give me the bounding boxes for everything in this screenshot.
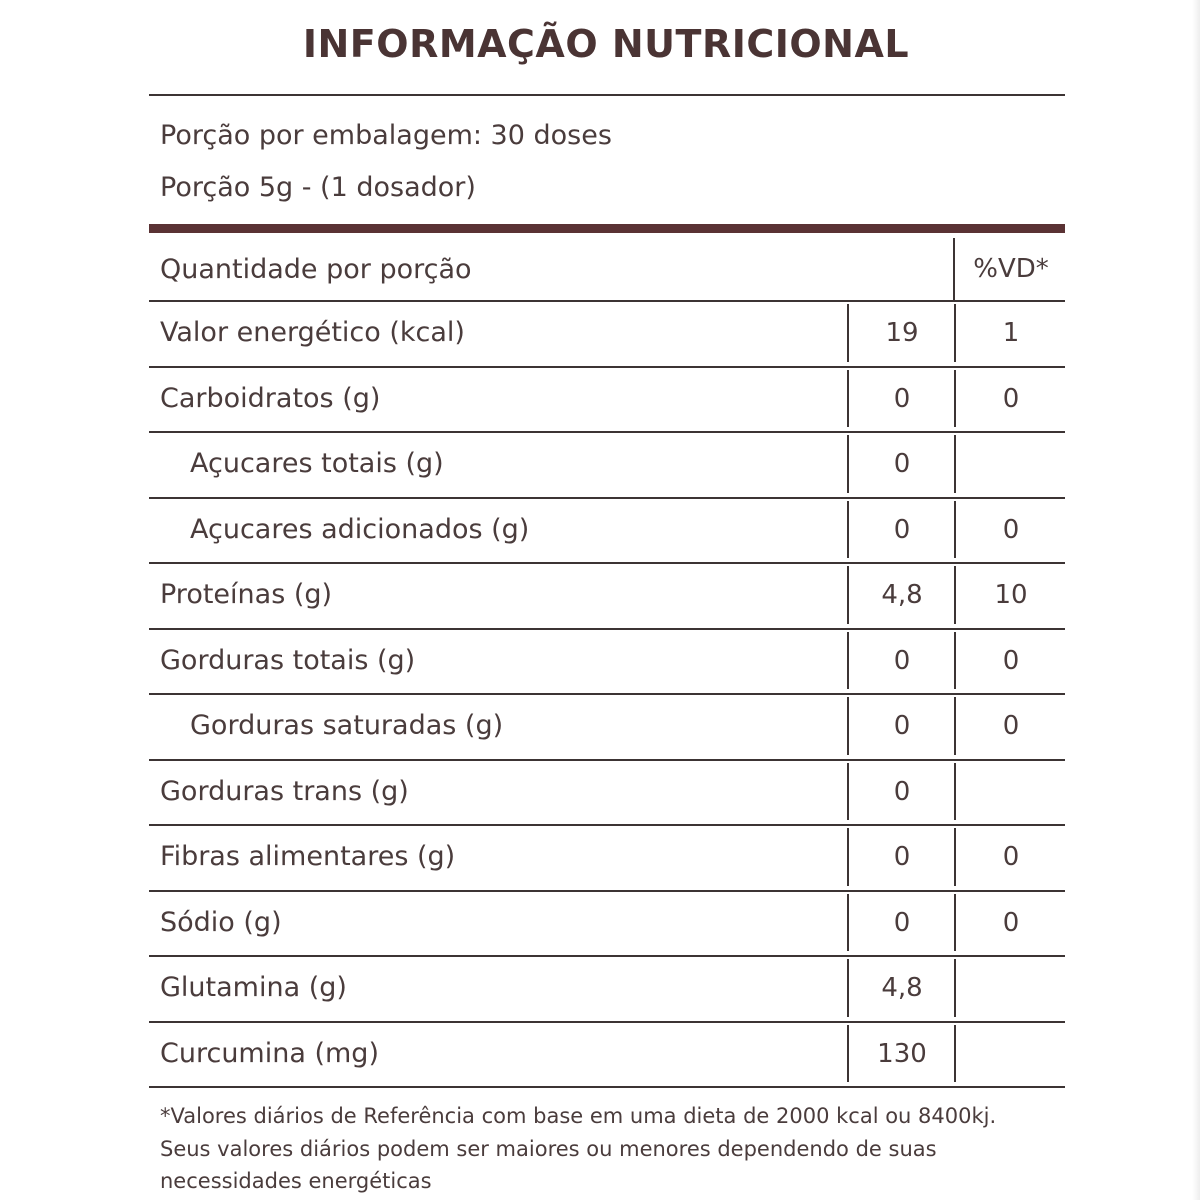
column-divider	[847, 1025, 849, 1083]
column-divider	[954, 501, 956, 559]
column-divider	[847, 304, 849, 362]
column-divider	[847, 501, 849, 559]
nutrient-label: Valor energético (kcal)	[160, 317, 465, 348]
row-divider	[149, 628, 1065, 630]
nutrient-label: Gorduras totais (g)	[160, 644, 416, 676]
nutrient-vd: 0	[1002, 383, 1020, 414]
servings-per-package: Porção por embalagem: 30 doses	[160, 120, 612, 151]
nutrient-label: Fibras alimentares (g)	[160, 841, 456, 872]
column-divider	[847, 697, 849, 755]
page-title: INFORMAÇÃO NUTRICIONAL	[302, 22, 910, 66]
nutrient-label: Curcumina (mg)	[160, 1037, 379, 1069]
column-divider	[954, 894, 956, 952]
column-divider	[954, 1025, 956, 1083]
column-divider	[954, 566, 956, 624]
row-divider	[149, 366, 1065, 368]
top-divider	[149, 94, 1065, 96]
nutrient-vd: 10	[994, 580, 1028, 610]
nutrient-label: Carboidratos (g)	[160, 382, 381, 414]
column-divider	[847, 632, 849, 690]
row-divider	[149, 955, 1065, 957]
column-divider	[954, 828, 956, 886]
column-divider	[954, 435, 956, 493]
row-divider	[149, 1021, 1065, 1023]
nutrient-amount: 0	[893, 383, 911, 414]
nutrient-amount: 19	[885, 318, 919, 348]
nutrient-vd: 0	[1002, 907, 1020, 938]
nutrient-amount: 0	[893, 645, 911, 676]
column-divider	[954, 763, 956, 821]
nutrient-label: Sódio (g)	[160, 906, 282, 938]
row-divider	[149, 562, 1065, 564]
header-column-divider	[953, 238, 955, 300]
nutrient-amount: 130	[877, 1038, 927, 1069]
column-divider	[954, 370, 956, 428]
column-divider	[847, 828, 849, 886]
nutrient-vd: 0	[1002, 645, 1020, 676]
nutrient-vd: 0	[1002, 711, 1020, 741]
nutrient-amount: 0	[893, 842, 911, 872]
row-divider	[149, 890, 1065, 892]
nutrient-amount: 0	[893, 907, 911, 938]
column-divider	[847, 566, 849, 624]
nutrient-amount: 4,8	[881, 580, 923, 610]
column-divider	[847, 435, 849, 493]
vd-header: %VD*	[973, 254, 1049, 284]
header-divider	[149, 300, 1065, 302]
nutrient-amount: 0	[893, 449, 911, 479]
row-divider	[149, 1086, 1065, 1088]
column-divider	[847, 959, 849, 1017]
portion-size: Porção 5g - (1 dosador)	[160, 172, 476, 203]
column-divider	[954, 697, 956, 755]
row-divider	[149, 759, 1065, 761]
nutrient-vd: 0	[1002, 842, 1020, 872]
nutrient-vd: 1	[1002, 318, 1020, 348]
nutrient-label: Gorduras saturadas (g)	[190, 710, 504, 741]
column-divider	[954, 304, 956, 362]
row-divider	[149, 497, 1065, 499]
nutrient-label: Glutamina (g)	[160, 972, 347, 1003]
column-divider	[847, 894, 849, 952]
row-divider	[149, 693, 1065, 695]
footnote-line-2: Seus valores diários podem ser maiores ou menores dependendo de suas	[160, 1137, 937, 1161]
nutrient-amount: 0	[893, 514, 911, 545]
nutrient-amount: 4,8	[881, 973, 923, 1003]
quantity-per-portion-label: Quantidade por porção	[160, 254, 472, 285]
nutrient-label: Açucares adicionados (g)	[190, 513, 530, 545]
nutrient-label: Gorduras trans (g)	[160, 775, 409, 807]
nutrient-amount: 0	[893, 711, 911, 741]
column-divider	[954, 959, 956, 1017]
nutrient-label: Açucares totais (g)	[190, 448, 444, 479]
row-divider	[149, 431, 1065, 433]
footnote-line-1: *Valores diários de Referência com base em uma dieta de 2000 kcal ou 8400kj.	[160, 1104, 997, 1128]
thick-divider	[149, 224, 1065, 233]
footnote-line-3: necessidades energéticas	[160, 1169, 432, 1193]
column-divider	[847, 370, 849, 428]
nutrient-label: Proteínas (g)	[160, 579, 333, 610]
nutrient-amount: 0	[893, 776, 911, 807]
row-divider	[149, 824, 1065, 826]
edge-shade	[1192, 0, 1200, 1200]
nutrient-vd: 0	[1002, 514, 1020, 545]
column-divider	[847, 763, 849, 821]
column-divider	[954, 632, 956, 690]
